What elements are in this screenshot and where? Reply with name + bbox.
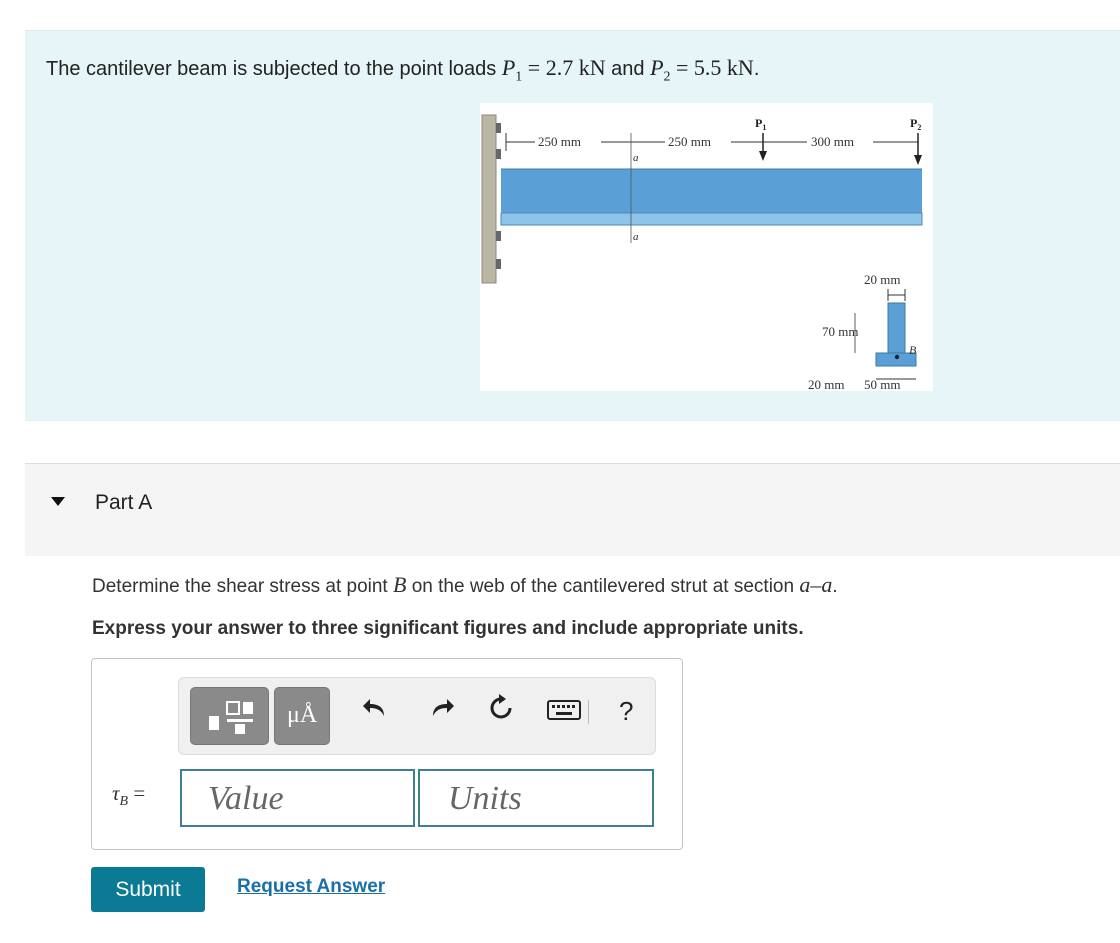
collapse-caret-icon[interactable] bbox=[51, 497, 65, 506]
dim-20-bottom: 20 mm bbox=[808, 377, 845, 391]
load-p2-label: $P_2$ bbox=[910, 116, 922, 132]
problem-statement: The cantilever beam is subjected to the point loads $P_1 = 2.7$ kN and $P_2 = 5.5$ kN. bbox=[46, 55, 760, 85]
divider bbox=[25, 420, 1120, 421]
reset-icon[interactable] bbox=[487, 694, 515, 722]
help-icon[interactable]: ? bbox=[619, 696, 634, 726]
units-placeholder: Units bbox=[448, 780, 522, 817]
beam bbox=[501, 169, 922, 215]
math-toolbar bbox=[178, 677, 656, 755]
dim-300: 300 mm bbox=[811, 134, 854, 149]
keyboard-icon[interactable] bbox=[547, 700, 581, 720]
problem-panel bbox=[25, 30, 1120, 421]
value-input[interactable] bbox=[180, 769, 415, 827]
point-b-label: B bbox=[909, 343, 917, 357]
part-a-header[interactable] bbox=[25, 463, 1120, 556]
section-label-top: a bbox=[633, 152, 639, 164]
submit-button[interactable]: Submit bbox=[91, 867, 205, 912]
instruction-text: Express your answer to three significant figures and include appropriate units. bbox=[92, 618, 804, 639]
cross-section-web bbox=[888, 303, 905, 353]
toolbar-separator bbox=[588, 700, 589, 724]
and-text: and bbox=[605, 58, 651, 80]
undo-icon[interactable] bbox=[362, 696, 388, 720]
load-p1-label: $P_1$ bbox=[755, 116, 767, 132]
statement-text: The cantilever beam is subjected to the point loads bbox=[46, 58, 497, 80]
units-input[interactable] bbox=[418, 769, 654, 827]
beam-figure bbox=[480, 103, 933, 391]
dim-250-right: 250 mm bbox=[668, 134, 711, 149]
value-placeholder: Value bbox=[208, 780, 284, 817]
answer-box bbox=[91, 658, 683, 850]
units-icon: μÅ bbox=[287, 702, 318, 728]
dim-50: 50 mm bbox=[864, 377, 901, 391]
section-label-bottom: a bbox=[633, 231, 639, 243]
request-answer-link[interactable]: Request Answer bbox=[237, 876, 386, 897]
redo-icon[interactable] bbox=[429, 696, 455, 720]
p2-expression: $P_2 = 5.5$ kN bbox=[650, 55, 754, 85]
answer-variable: $\tau_B$ = bbox=[112, 781, 146, 810]
templates-icon bbox=[191, 688, 268, 744]
wall-plate bbox=[482, 115, 496, 283]
part-title: Part A bbox=[95, 491, 153, 514]
question-text: Determine the shear stress at point B on the web of the cantilevered strut at section a–a. bbox=[92, 572, 838, 597]
templates-button[interactable] bbox=[190, 687, 269, 745]
dim-20-top: 20 mm bbox=[864, 272, 901, 287]
point-b-marker bbox=[895, 355, 899, 359]
beam-diagram bbox=[480, 103, 933, 391]
units-button[interactable] bbox=[274, 687, 330, 745]
dim-250-left: 250 mm bbox=[538, 134, 581, 149]
p1-expression: $P_1 = 2.7$ kN bbox=[501, 55, 606, 85]
dim-70: 70 mm bbox=[822, 324, 859, 339]
